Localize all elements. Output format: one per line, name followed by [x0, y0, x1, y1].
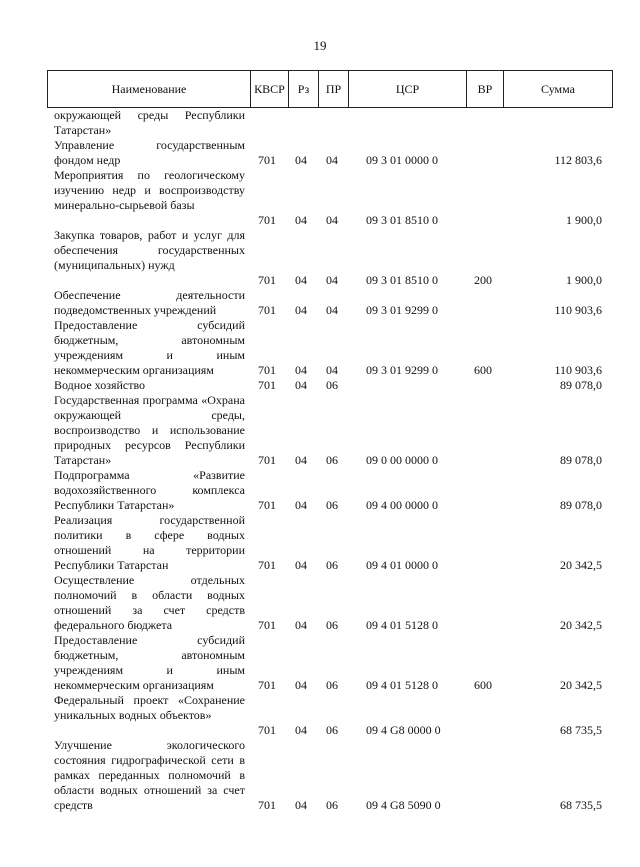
row-sum: 20 342,5 — [560, 558, 602, 572]
row-csr: 09 4 01 0000 0 — [366, 558, 438, 572]
table-row — [0, 693, 640, 738]
row-sum: 89 078,0 — [560, 453, 602, 467]
row-name: Реализация государственной политики в сфере водных отношений на территории Республики Татарстан — [54, 513, 245, 572]
header-name: Наименование — [48, 71, 251, 107]
row-kvsr: 701 — [258, 153, 276, 167]
row-rz: 04 — [295, 213, 307, 227]
row-pr: 04 — [326, 303, 338, 317]
row-kvsr: 701 — [258, 798, 276, 812]
table-row — [0, 513, 640, 573]
row-pr: 06 — [326, 498, 338, 512]
row-sum: 20 342,5 — [560, 618, 602, 632]
row-kvsr: 701 — [258, 498, 276, 512]
row-rz: 04 — [295, 498, 307, 512]
row-name: окружающей среды Республики Татарстан» — [54, 108, 245, 137]
header-kvsr: КВСР — [251, 71, 289, 107]
row-csr: 09 4 00 0000 0 — [366, 498, 438, 512]
row-name: Мероприятия по геологическому изучению недр и воспроизводству минерально-сырьевой базы — [54, 168, 245, 212]
table-row — [0, 168, 640, 228]
row-csr: 09 3 01 9299 0 — [366, 303, 438, 317]
row-kvsr: 701 — [258, 453, 276, 467]
row-csr: 09 3 01 8510 0 — [366, 213, 438, 227]
row-name: Обеспечение деятельности подведомственных учреждений — [54, 288, 245, 317]
row-kvsr: 701 — [258, 618, 276, 632]
row-name: Предоставление субсидий бюджетным, автономным учреждениям и иным некоммерческим организациям — [54, 318, 245, 377]
row-rz: 04 — [295, 618, 307, 632]
row-csr: 09 4 G8 5090 0 — [366, 798, 441, 812]
table-row — [0, 108, 640, 138]
row-csr: 09 3 01 0000 0 — [366, 153, 438, 167]
row-name: Управление государственным фондом недр — [54, 138, 245, 167]
row-sum: 20 342,5 — [560, 678, 602, 692]
header-pr: ПР — [319, 71, 349, 107]
header-sum: Сумма — [541, 82, 575, 96]
row-pr: 06 — [326, 558, 338, 572]
table-row — [0, 378, 640, 393]
row-vr: 600 — [474, 678, 492, 692]
row-csr: 09 3 01 8510 0 — [366, 273, 438, 287]
row-rz: 04 — [295, 678, 307, 692]
header-vr: ВР — [467, 71, 504, 107]
row-vr: 600 — [474, 363, 492, 377]
row-pr: 06 — [326, 618, 338, 632]
table-row — [0, 633, 640, 693]
row-sum: 89 078,0 — [560, 378, 602, 392]
row-kvsr: 701 — [258, 363, 276, 377]
row-sum: 112 803,6 — [554, 153, 602, 167]
header-rz: Рз — [289, 71, 319, 107]
row-kvsr: 701 — [258, 678, 276, 692]
row-kvsr: 701 — [258, 723, 276, 737]
row-name: Водное хозяйство — [54, 378, 146, 392]
table-row — [0, 468, 640, 513]
row-pr: 06 — [326, 723, 338, 737]
row-csr: 09 3 01 9299 0 — [366, 363, 438, 377]
row-csr: 09 0 00 0000 0 — [366, 453, 438, 467]
row-sum: 68 735,5 — [560, 798, 602, 812]
table-row — [0, 288, 640, 318]
row-sum: 68 735,5 — [560, 723, 602, 737]
table-row — [0, 738, 640, 813]
row-vr: 200 — [474, 273, 492, 287]
row-rz: 04 — [295, 303, 307, 317]
row-rz: 04 — [295, 798, 307, 812]
row-kvsr: 701 — [258, 213, 276, 227]
row-sum: 89 078,0 — [560, 498, 602, 512]
row-sum: 1 900,0 — [566, 213, 602, 227]
header-csr: ЦСР — [349, 71, 467, 107]
table-row — [0, 573, 640, 633]
row-name: Осуществление отдельных полномочий в области водных отношений за счет средств федерального бюджета — [54, 573, 245, 632]
row-pr: 06 — [326, 453, 338, 467]
row-sum: 1 900,0 — [566, 273, 602, 287]
row-csr: 09 4 G8 0000 0 — [366, 723, 441, 737]
row-rz: 04 — [295, 273, 307, 287]
row-sum: 110 903,6 — [554, 363, 602, 377]
table-body — [0, 108, 640, 813]
page-number: 19 — [313, 38, 327, 53]
row-rz: 04 — [295, 723, 307, 737]
row-name: Подпрограмма «Развитие водохозяйственного комплекса Республики Татарстан» — [54, 468, 245, 512]
row-pr: 04 — [326, 363, 338, 377]
row-rz: 04 — [295, 378, 307, 392]
table-row — [0, 318, 640, 378]
row-name: Улучшение экологического состояния гидрографической сети в рамках переданных полномочий в области водных отношений за счет средств — [54, 738, 245, 812]
row-csr: 09 4 01 5128 0 — [366, 618, 438, 632]
row-pr: 04 — [326, 273, 338, 287]
table-row — [0, 393, 640, 468]
row-name: Предоставление субсидий бюджетным, автономным учреждениям и иным некоммерческим организациям — [54, 633, 245, 692]
row-kvsr: 701 — [258, 558, 276, 572]
row-rz: 04 — [295, 363, 307, 377]
row-kvsr: 701 — [258, 273, 276, 287]
row-kvsr: 701 — [258, 378, 276, 392]
row-name: Федеральный проект «Сохранение уникальных водных объектов» — [54, 693, 245, 722]
table-row — [0, 138, 640, 168]
row-name: Закупка товаров, работ и услуг для обеспечения государственных (муниципальных) нужд — [54, 228, 245, 272]
row-pr: 06 — [326, 798, 338, 812]
row-csr: 09 4 01 5128 0 — [366, 678, 438, 692]
row-pr: 04 — [326, 153, 338, 167]
row-kvsr: 701 — [258, 303, 276, 317]
row-name: Государственная программа «Охрана окружающей среды, воспроизводство и использование природных ресурсов Республики Татарстан» — [54, 393, 245, 467]
table-header — [47, 70, 613, 108]
row-rz: 04 — [295, 453, 307, 467]
table-row — [0, 228, 640, 288]
row-sum: 110 903,6 — [554, 303, 602, 317]
row-rz: 04 — [295, 558, 307, 572]
row-pr: 06 — [326, 678, 338, 692]
row-pr: 06 — [326, 378, 338, 392]
row-pr: 04 — [326, 213, 338, 227]
row-rz: 04 — [295, 153, 307, 167]
